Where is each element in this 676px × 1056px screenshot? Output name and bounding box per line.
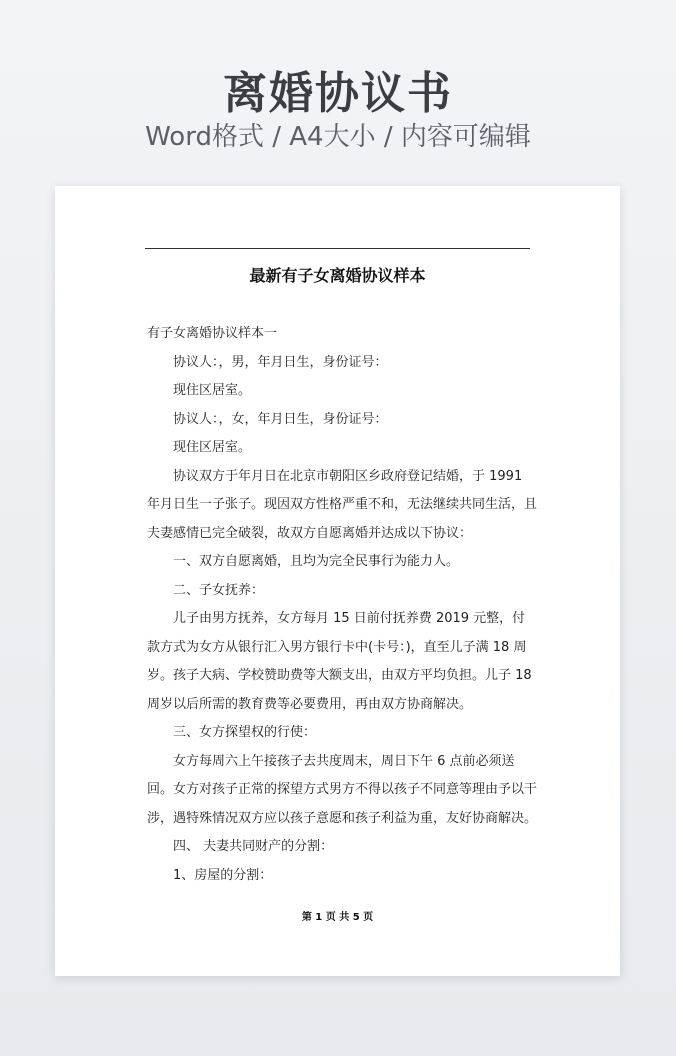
document-title: 最新有子女离婚协议样本: [249, 266, 426, 285]
section-heading: 有子女离婚协议样本一: [147, 326, 278, 341]
page-subtitle: Word格式 / A4大小 / 内容可编辑: [145, 122, 531, 152]
document-page: [55, 186, 620, 976]
paragraph: 协议人：，男，年月日生，身份证号：: [173, 354, 388, 370]
paragraph: 四、 夫妻共同财产的分割：: [173, 839, 334, 854]
paragraph: 女方每周六上午接孩子去共度周末，周日下午 6 点前必须送回。女方对孩子正常的探望方式男方不得以孩子不同意等理由予以干涉，遇特殊情况双方应以孩子意愿和孩子利益为重，友好协商解决。: [147, 753, 538, 826]
paragraph: 一、双方自愿离婚，且均为完全民事行为能力人。: [173, 554, 460, 569]
paragraph: 二、子女抚养：: [173, 582, 265, 598]
header-rule: [145, 248, 530, 249]
paragraph: 协议人：，女，年月日生，身份证号：: [173, 411, 388, 427]
paragraph: 现住区居室。: [173, 383, 252, 398]
paragraph: 协议双方于年月日在北京市朝阳区乡政府登记结婚，于 1991 年月日生一子张子。现因双方性格严重不和，无法继续共同生活，且夫妻感情已完全破裂，故双方自愿离婚并达成以下协议：: [147, 468, 538, 541]
document-body: [147, 320, 537, 890]
paragraph: 三、女方探望权的行使：: [173, 725, 317, 740]
paragraph: 现住区居室。: [173, 440, 252, 455]
paragraph: 1、房屋的分割：: [173, 867, 273, 883]
page-number-footer: 第 1 页 共 5 页: [301, 912, 374, 923]
paragraph: 儿子由男方抚养，女方每月 15 日前付抚养费 2019 元整，付款方式为女方从银行汇入男方银行卡中(卡号：)，直至儿子满 18 周岁。孩子大病、学校赞助费等大额支出，由双方平均负担。儿子 18 周岁以后所需的教育费等必要费用，再由双方协商解决。: [147, 611, 532, 712]
page-title: 离婚协议书: [223, 68, 453, 119]
